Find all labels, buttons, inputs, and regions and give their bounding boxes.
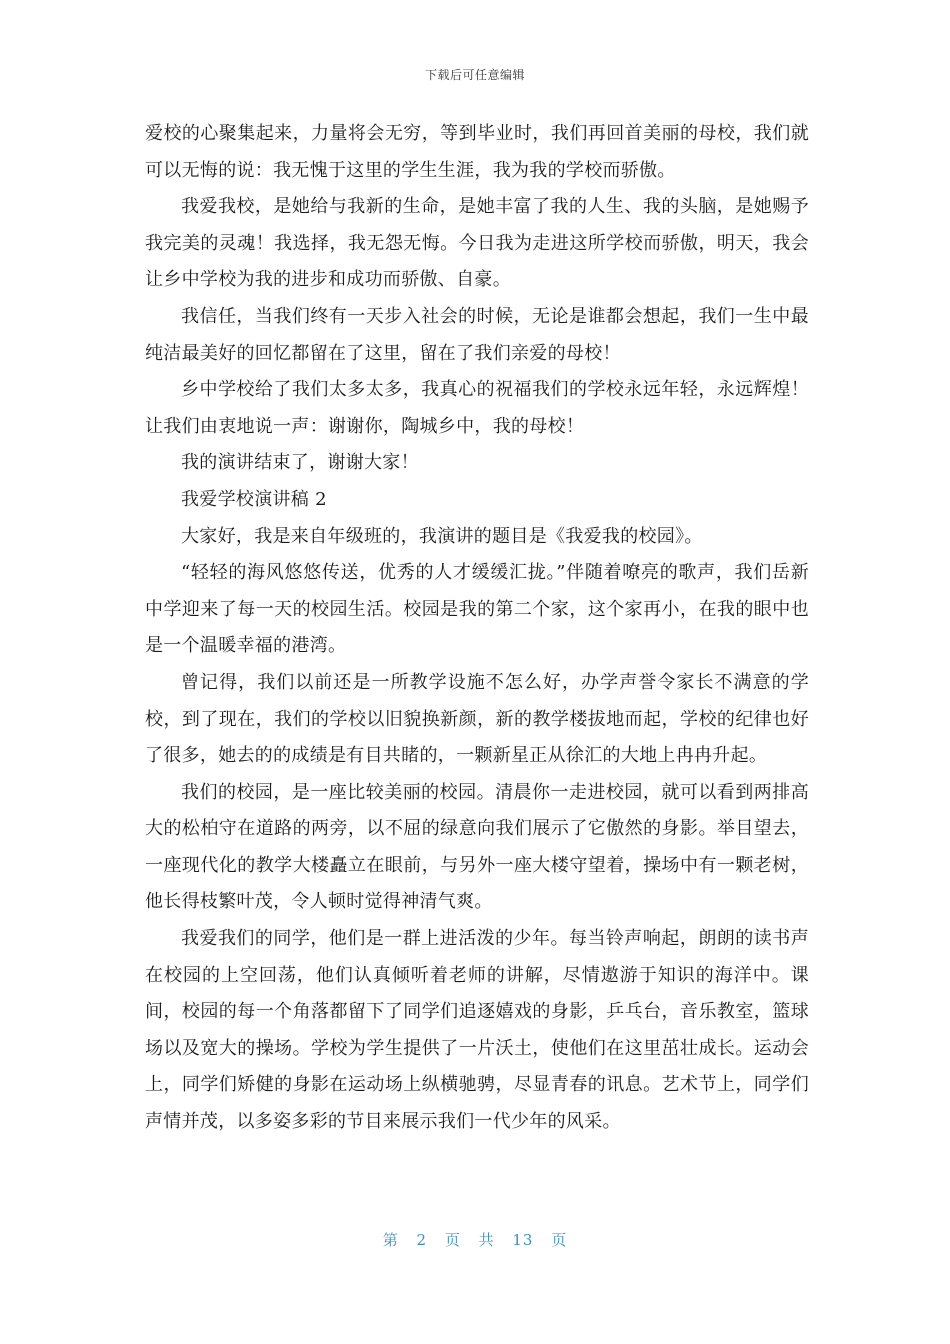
footer-suffix: 页 — [551, 1231, 568, 1249]
footer-current-page: 2 — [416, 1231, 428, 1249]
footer-total-pages: 13 — [512, 1231, 534, 1249]
paragraph: 乡中学校给了我们太多太多，我真心的祝福我们的学校永远年轻，永远辉煌！让我们由衷地说一声：谢谢你，陶城乡中，我的母校！ — [145, 379, 809, 437]
paragraph: 我信任，当我们终有一天步入社会的时候，无论是谁都会想起，我们一生中最纯洁最美好的回忆都留在了这里，留在了我们亲爱的母校！ — [145, 305, 809, 364]
paragraph: “轻轻的海风悠悠传送，优秀的人才缓缓汇拢。”伴随着嘹亮的歌声，我们岳新中学迎来了每一天的校园生活。校园是我的第二个家，这个家再小，在我的眼中也是一个温暖幸福的港湾。 — [145, 562, 809, 657]
footer-prefix: 第 — [382, 1231, 399, 1249]
paragraph: 我爱我们的同学，他们是一群上进活泼的少年。每当铃声响起，朗朗的读书声在校园的上空回荡，他们认真倾听着老师的讲解，尽情遨游于知识的海洋中。课间，校园的每一个角落都留下了同学们追逐嬉戏的身影，乒乓台，音乐教室，篮球场以及宽大的操场。学校为学生提供了一片沃土，使他们在这里茁壮成长。运动会上，同学们矫健的身影在运动场上纵横驰骋，尽显青春的讯息。艺术节上，同学们声情并茂，以多姿多彩的节目来展示我们一代少年的风采。 — [145, 928, 809, 1133]
paragraph: 我爱我校，是她给与我新的生命，是她丰富了我的人生、我的头脑，是她赐予我完美的灵魂！我选择，我无怨无悔。今日我为走进这所学校而骄傲，明天，我会让乡中学校为我的进步和成功而骄傲、自豪。 — [145, 196, 809, 291]
section-title: 我爱学校演讲稿 2 — [181, 488, 327, 510]
paragraph: 我的演讲结束了，谢谢大家！ — [181, 452, 419, 474]
paragraph: 我们的校园，是一座比较美丽的校园。清晨你一走进校园，就可以看到两排高大的松柏守在道路的两旁，以不屈的绿意向我们展示了它傲然的身影。举目望去，一座现代化的教学大楼矗立在眼前，与另外一座大楼守望着，操场中有一颗老树，他长得枝繁叶茂，令人顿时觉得神清气爽。 — [145, 781, 809, 913]
paragraph: 大家好，我是来自年级班的，我演讲的题目是《我爱我的校园》。 — [181, 525, 703, 547]
document-body — [145, 116, 809, 1141]
paragraph-continuation: 爱校的心聚集起来，力量将会无穷，等到毕业时，我们再回首美丽的母校，我们就可以无悔的说：我无愧于这里的学生生涯，我为我的学校而骄傲。 — [145, 123, 809, 181]
paragraph: 曾记得，我们以前还是一所教学设施不怎么好，办学声誉令家长不满意的学校，到了现在，我们的学校以旧貌换新颜，新的教学楼拔地而起，学校的纪律也好了很多，她去的的成绩是有目共睹的，一颗新星正从徐汇的大地上冉冉升起。 — [145, 671, 809, 767]
footer-middle: 页 共 — [444, 1231, 495, 1249]
page-number-footer — [0, 1229, 950, 1250]
page-header-note: 下载后可任意编辑 — [424, 68, 525, 82]
